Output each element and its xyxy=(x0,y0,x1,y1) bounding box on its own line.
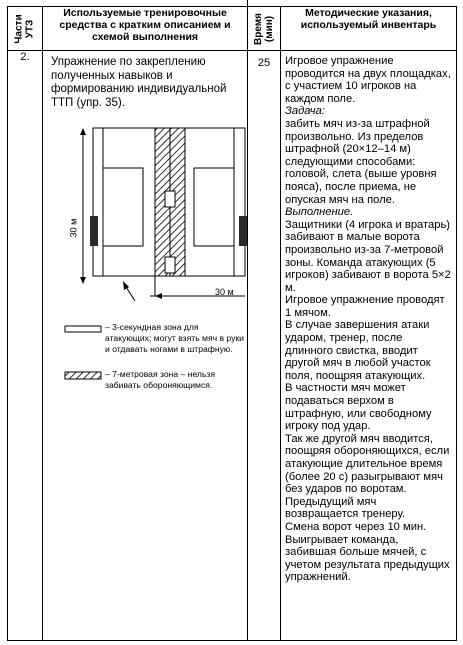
note-paragraph: Смена ворот через 10 мин. xyxy=(285,520,427,533)
note-paragraph: В случае завершения атаки ударом, тренер, после длинного свистка, вводит другой мяч в любой участок поля, поощряя атакующих. xyxy=(285,319,431,382)
note-paragraph: Защитники (4 игрока и вратарь) забивают в малые ворота произвольно из-за 7-метровой зоны. Команда атакующих (5 игроков) забивают в ворота 5×2 м. xyxy=(285,218,451,294)
note-paragraph: Выигрывает команда, забившая больше мячей, с учетом результата предыдущих упражнений. xyxy=(285,533,450,584)
part-number: 2. xyxy=(8,51,43,641)
penalty-area-left xyxy=(103,168,143,246)
legend-7m: – 7-метровая зона – нельзя забивать обороняющимся. xyxy=(105,369,216,390)
note-paragraph: Игровое упражнение проводится на двух площадках, с участием 10 игроков на каждом поле. xyxy=(285,55,451,105)
table-row xyxy=(8,51,457,641)
training-table xyxy=(7,6,457,641)
legend-7m-swatch xyxy=(65,372,101,379)
header-means: Используемые тренировочные средства с кратким описанием и схемой выполнения xyxy=(43,7,248,51)
exercise-title: Упражнение по закреплению полученных навыков и формированию индивидуальной ТТП (упр. 35). xyxy=(51,56,227,109)
note-paragraph: Задача: xyxy=(285,105,325,118)
note-paragraph: Предыдущий мяч возвращается тренеру. xyxy=(285,495,406,521)
goal-left xyxy=(90,216,98,246)
legend-3s-swatch xyxy=(65,326,101,332)
legend-3s: – 3-секундная зона для атакующих; могут взять мяч в руки и отдавать ногами в штрафную. xyxy=(105,322,244,354)
table-header-row xyxy=(8,7,457,51)
header-notes: Методические указания, используемый инвентарь xyxy=(281,7,457,51)
note-paragraph: Выполнение. xyxy=(285,206,354,219)
width-dimension-label: 30 м xyxy=(215,287,234,297)
goal-right xyxy=(239,216,247,246)
methodical-notes xyxy=(281,51,456,584)
small-goal-top xyxy=(165,191,175,207)
note-paragraph: Так же другой мяч вводится, поощряя обороняющихся, если атакующие длительное время (более 20 с) разыгрывают мяч без ударов по воротам. xyxy=(285,432,450,496)
time-cell xyxy=(248,51,281,641)
note-paragraph: забить мяч из-за штрафной произвольно. Из пределов штрафной (20×12–14 м) следующими способами: головой, слета (выше уровня пояса), после приема, не опуская мяч на поле. xyxy=(285,117,437,206)
small-goal-bottom xyxy=(165,257,175,273)
height-dimension-label: 30 м xyxy=(68,218,79,238)
means-cell xyxy=(43,51,248,641)
penalty-area-right xyxy=(194,168,234,246)
note-paragraph: Игровое упражнение проводят 1 мячом. xyxy=(285,294,445,319)
time-value: 25 xyxy=(257,57,271,69)
header-part: Части УТЗ xyxy=(8,7,43,51)
header-time: Время (мин) xyxy=(248,7,281,51)
note-paragraph: В частности мяч может подаваться верхом в штрафную, или свободному игроку под удар. xyxy=(285,382,432,433)
notes-cell xyxy=(281,51,457,641)
